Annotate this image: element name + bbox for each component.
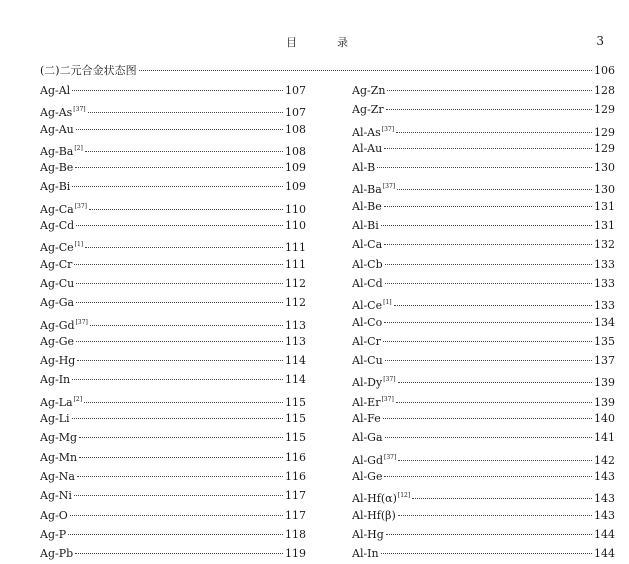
dot-leader — [76, 225, 283, 226]
toc-entry-label — [352, 158, 375, 177]
toc-entry-page: 111 — [285, 257, 306, 271]
dot-leader — [76, 129, 283, 130]
toc-entry-page: 116 — [285, 469, 306, 483]
toc-entry-page: 115 — [285, 431, 306, 445]
toc-entry-text: Al-Ga — [352, 431, 383, 445]
toc-entry[interactable] — [352, 486, 615, 505]
toc-entry-label — [352, 351, 383, 370]
toc-entry-page: 129 — [594, 103, 615, 117]
toc-entry[interactable] — [40, 81, 306, 100]
dot-leader — [383, 418, 592, 419]
toc-entry-label — [40, 177, 70, 196]
dot-leader — [398, 382, 592, 383]
toc-entry-page: 130 — [594, 183, 615, 197]
toc-entry-page: 137 — [594, 354, 615, 368]
toc-entry[interactable] — [352, 525, 615, 544]
toc-entry-page: 142 — [594, 453, 615, 467]
toc-entry[interactable] — [40, 177, 306, 196]
toc-entry-text: Al-Au — [352, 141, 383, 155]
toc-entry-page: 107 — [285, 84, 306, 97]
toc-entry[interactable] — [40, 544, 306, 563]
dot-leader — [72, 418, 283, 419]
toc-entry-label — [40, 274, 74, 293]
toc-entry-page: 132 — [594, 238, 615, 252]
toc-entry[interactable] — [352, 235, 615, 254]
toc-entry-page: 112 — [285, 296, 306, 310]
toc-entry-label — [352, 216, 379, 235]
toc-entry-text: Ag-Ce — [40, 241, 74, 255]
toc-entry[interactable] — [40, 313, 306, 332]
section-heading: (二)二元合金状态图 — [40, 64, 137, 77]
toc-entry-label — [40, 255, 72, 274]
toc-entry-label — [352, 255, 383, 274]
dot-leader — [76, 341, 283, 342]
toc-entry-text: Al-As — [352, 125, 381, 139]
toc-entry-text: Ag-Pb — [40, 547, 74, 561]
toc-entry-text: Al-B — [352, 161, 376, 175]
toc-entry-text: Al-Cb — [352, 257, 383, 271]
toc-entry-page: 143 — [594, 508, 615, 522]
dot-leader — [396, 402, 592, 403]
page-header — [0, 34, 629, 54]
dot-leader — [72, 90, 283, 91]
toc-entry-label — [352, 525, 384, 544]
toc-entry-page: 115 — [285, 395, 306, 409]
toc-entry-text: Al-Er — [352, 395, 381, 409]
toc-entry-label — [40, 486, 72, 505]
toc-entry-label — [40, 158, 73, 177]
dot-leader — [384, 322, 592, 323]
dot-leader — [75, 553, 283, 554]
toc-entry[interactable] — [40, 467, 306, 486]
reference-superscript: [37] — [381, 125, 395, 133]
toc-entry-page: 143 — [594, 492, 615, 506]
reference-superscript: [37] — [384, 453, 397, 461]
toc-entry[interactable] — [352, 351, 615, 370]
dot-leader — [85, 151, 283, 152]
dot-leader — [90, 325, 283, 326]
toc-entry-page: 128 — [594, 84, 615, 97]
toc-entry-text: Al-Be — [352, 199, 382, 213]
toc-entry-page: 135 — [594, 334, 615, 348]
toc-entry-label — [40, 293, 74, 312]
reference-superscript: [37] — [75, 318, 88, 326]
toc-entry-text: Ag-Cd — [40, 219, 75, 233]
toc-entry[interactable] — [352, 120, 615, 139]
dot-leader — [76, 283, 283, 284]
toc-entry-text: Al-Ca — [352, 238, 383, 252]
toc-entry[interactable] — [352, 158, 615, 177]
dot-leader — [377, 167, 592, 168]
toc-entry-label — [40, 351, 75, 370]
toc-entry-page: 119 — [285, 547, 306, 561]
toc-entry-text: Al-Ge — [352, 469, 383, 483]
toc-entry-text: Ag-Bi — [40, 180, 71, 194]
toc-entry-text: Al-In — [352, 547, 379, 561]
toc-entry[interactable] — [352, 177, 615, 196]
toc-entry-text: Al-Gd — [352, 453, 384, 467]
dot-leader — [386, 534, 592, 535]
reference-superscript: [1] — [74, 241, 84, 249]
toc-entry[interactable] — [40, 370, 306, 389]
dot-leader — [384, 148, 592, 149]
toc-entry-text: Ag-As — [40, 106, 73, 120]
toc-entry-page: 108 — [285, 144, 306, 158]
toc-entry-text: Al-Cd — [352, 276, 383, 290]
toc-entry[interactable] — [352, 100, 615, 119]
dot-leader — [383, 341, 592, 342]
dot-leader — [385, 283, 592, 284]
dot-leader — [72, 379, 283, 380]
page-number: 3 — [596, 34, 604, 48]
toc-entry[interactable] — [352, 81, 615, 100]
toc-entry[interactable] — [40, 274, 306, 293]
toc-entry[interactable] — [40, 235, 306, 254]
toc-entry-page: 131 — [594, 219, 615, 233]
toc-entry-page: 117 — [285, 489, 306, 503]
toc-entry-page: 113 — [285, 334, 306, 348]
toc-entry-text: Ag-Zn — [352, 84, 386, 97]
reference-superscript: [37] — [383, 376, 396, 384]
toc-entry-text: Ag-Mn — [40, 450, 78, 464]
toc-entry-text: Ag-In — [40, 373, 71, 387]
toc-entry-page: 143 — [594, 469, 615, 483]
toc-entry-label — [352, 332, 381, 351]
toc-entry-text: Ag-Cu — [40, 276, 75, 290]
toc-entry[interactable] — [40, 428, 306, 447]
toc-entry-page: 107 — [285, 106, 306, 120]
toc-entry-text: Ag-La — [40, 395, 73, 409]
toc-entry-text: Ag-Zr — [352, 103, 384, 117]
dot-leader — [74, 495, 283, 496]
toc-entry-text: Ag-P — [40, 527, 67, 541]
toc-entry-label — [40, 81, 70, 100]
toc-entry-text: Ag-Gd — [40, 318, 75, 332]
toc-entry[interactable] — [352, 448, 615, 467]
toc-entry-page: 112 — [285, 276, 306, 290]
toc-column-right — [352, 81, 615, 563]
dot-leader — [85, 247, 283, 248]
toc-entry[interactable] — [352, 216, 615, 235]
toc-entry-label — [352, 197, 382, 216]
toc-entry-label — [40, 525, 66, 544]
toc-entry-page: 133 — [594, 276, 615, 290]
toc-entry-page: 109 — [285, 180, 306, 194]
reference-superscript: [37] — [73, 106, 86, 114]
toc-entry-text: Al-Cu — [352, 354, 383, 368]
toc-entry-page: 110 — [285, 219, 306, 233]
toc-entry-page: 115 — [285, 412, 306, 426]
toc-entry-page: 118 — [285, 527, 306, 541]
dot-leader — [381, 225, 592, 226]
toc-entry-text: Ag-Ge — [40, 334, 74, 348]
toc-entry-label — [352, 313, 382, 332]
toc-column-left — [40, 81, 306, 563]
toc-entry[interactable] — [40, 351, 306, 370]
reference-superscript: [1] — [383, 299, 392, 307]
toc-entry-text: Ag-O — [40, 508, 68, 522]
toc-entry-label — [40, 370, 70, 389]
toc-entry[interactable] — [352, 293, 615, 312]
toc-entry-page: 109 — [285, 161, 306, 175]
toc-entry-page: 144 — [594, 547, 615, 561]
toc-entry-text: Ag-Mg — [40, 431, 78, 445]
toc-entry-page: 110 — [285, 202, 306, 216]
toc-entry-label — [40, 216, 74, 235]
toc-entry[interactable] — [352, 370, 615, 389]
toc-entry-text: Ag-Al — [40, 84, 71, 97]
dot-leader — [384, 206, 592, 207]
toc-entry-page: 139 — [594, 395, 615, 409]
toc-entry-page: 131 — [594, 199, 615, 213]
dot-leader — [68, 534, 283, 535]
toc-entry-text: Al-Bi — [352, 219, 379, 233]
dot-leader — [385, 264, 592, 265]
toc-entry-text: Ag-Ca — [40, 202, 74, 216]
dot-leader — [381, 553, 592, 554]
toc-entry-label — [352, 428, 383, 447]
dot-leader — [74, 264, 283, 265]
toc-entry-text: Al-Hf(β) — [352, 508, 396, 522]
toc-entry[interactable] — [40, 525, 306, 544]
toc-entry-text: Ag-Au — [40, 122, 74, 136]
toc-entry-text: Ag-Ba — [40, 144, 74, 158]
toc-entry[interactable] — [40, 390, 306, 409]
toc-entry-text: Al-Co — [352, 315, 383, 329]
toc-entry-page: 133 — [594, 257, 615, 271]
toc-entry-page: 139 — [594, 376, 615, 390]
dot-leader — [88, 112, 283, 113]
toc-entry-page: 116 — [285, 450, 306, 464]
dot-leader — [84, 402, 283, 403]
dot-leader — [79, 437, 283, 438]
reference-superscript: [37] — [381, 395, 394, 403]
toc-entry-text: Ag-Be — [40, 161, 74, 175]
reference-superscript: [2] — [73, 395, 83, 403]
toc-entry[interactable] — [40, 197, 306, 216]
toc-entry-label — [40, 409, 70, 428]
toc-entry-label — [352, 100, 384, 119]
toc-entry-text: Al-Ce — [352, 299, 383, 313]
toc-entry-label — [40, 544, 73, 563]
toc-entry-text: Al-Dy — [352, 376, 383, 390]
toc-entry-label — [352, 467, 382, 486]
toc-entry-page: 129 — [594, 141, 615, 155]
toc-entry-page: 129 — [594, 125, 615, 139]
toc-entry[interactable] — [40, 486, 306, 505]
toc-entry[interactable] — [352, 390, 615, 409]
dot-leader — [77, 360, 283, 361]
dot-leader — [76, 302, 283, 303]
page-title: 目录 — [286, 36, 388, 49]
toc-entry-label — [352, 139, 382, 158]
toc-entry-page: 117 — [285, 508, 306, 522]
toc-entry-label — [352, 274, 383, 293]
toc-entry-text: Ag-Ga — [40, 296, 75, 310]
toc-entry[interactable] — [352, 544, 615, 563]
dot-leader — [398, 515, 592, 516]
dot-leader — [386, 109, 592, 110]
toc-entry-text: Al-Hg — [352, 527, 384, 541]
toc-entry-text: Ag-Na — [40, 469, 75, 483]
dot-leader — [394, 305, 592, 306]
toc-entry-label — [352, 235, 382, 254]
toc-entry-label — [352, 544, 379, 563]
toc-entry-page: 144 — [594, 527, 615, 541]
toc-entry-text: Ag-Li — [40, 412, 70, 426]
toc-entry[interactable] — [352, 332, 615, 351]
toc-entry-text: Al-Fe — [352, 412, 381, 426]
dot-leader — [72, 186, 283, 187]
toc-entry-text: Al-Cr — [352, 334, 381, 348]
toc-entry-text: Ag-Hg — [40, 354, 76, 368]
dot-leader — [385, 437, 592, 438]
toc-entry[interactable] — [352, 428, 615, 447]
dot-leader — [385, 360, 592, 361]
dot-leader — [398, 460, 592, 461]
toc-entry-page: 141 — [594, 431, 615, 445]
section-heading-entry[interactable] — [40, 62, 615, 78]
dot-leader — [384, 476, 592, 477]
toc-entry-label — [352, 409, 381, 428]
toc-entry-label — [40, 332, 74, 351]
toc-entry[interactable] — [40, 506, 306, 525]
toc-entry-page: 134 — [594, 315, 615, 329]
toc-entry-page: 113 — [285, 318, 306, 332]
reference-superscript: [2] — [74, 144, 83, 152]
toc-entry-label — [40, 467, 75, 486]
toc-entry[interactable] — [352, 255, 615, 274]
dot-leader — [75, 167, 283, 168]
dot-leader — [89, 209, 283, 210]
toc-entry[interactable] — [352, 274, 615, 293]
toc-entry[interactable] — [352, 506, 615, 525]
toc-entry[interactable] — [40, 139, 306, 158]
toc-entry-text: Al-Ba — [352, 183, 382, 197]
toc-entry-label — [352, 506, 396, 525]
toc-entry-text: Al-Hf(α) — [352, 492, 397, 506]
toc-entry[interactable] — [40, 100, 306, 119]
toc-entry-page: 140 — [594, 412, 615, 426]
dot-leader — [139, 70, 592, 71]
toc-entry-text: Ag-Ni — [40, 489, 72, 503]
toc-entry-page: 111 — [285, 241, 306, 255]
section-page-number: 106 — [594, 64, 615, 77]
reference-superscript: [37] — [74, 202, 88, 210]
dot-leader — [77, 476, 283, 477]
dot-leader — [396, 132, 592, 133]
toc-entry-page: 114 — [285, 354, 306, 368]
dot-leader — [387, 90, 592, 91]
dot-leader — [79, 457, 283, 458]
dot-leader — [412, 498, 592, 499]
toc-entry-page: 133 — [594, 299, 615, 313]
toc-entry[interactable] — [40, 448, 306, 467]
dot-leader — [397, 189, 592, 190]
dot-leader — [384, 244, 592, 245]
toc-entry-label — [40, 448, 77, 467]
toc-entry-page: 114 — [285, 373, 306, 387]
reference-superscript: [12] — [397, 492, 411, 500]
toc-entry-text: Ag-Cr — [40, 257, 73, 271]
toc-entry-page: 108 — [285, 122, 306, 136]
toc-entry-label — [40, 428, 77, 447]
dot-leader — [70, 515, 283, 516]
toc-entry-page: 130 — [594, 161, 615, 175]
toc-entry-label — [352, 81, 385, 100]
reference-superscript: [37] — [382, 183, 396, 191]
toc-entry[interactable] — [40, 293, 306, 312]
toc-entry-label — [40, 506, 68, 525]
toc-entry-label — [40, 120, 74, 139]
